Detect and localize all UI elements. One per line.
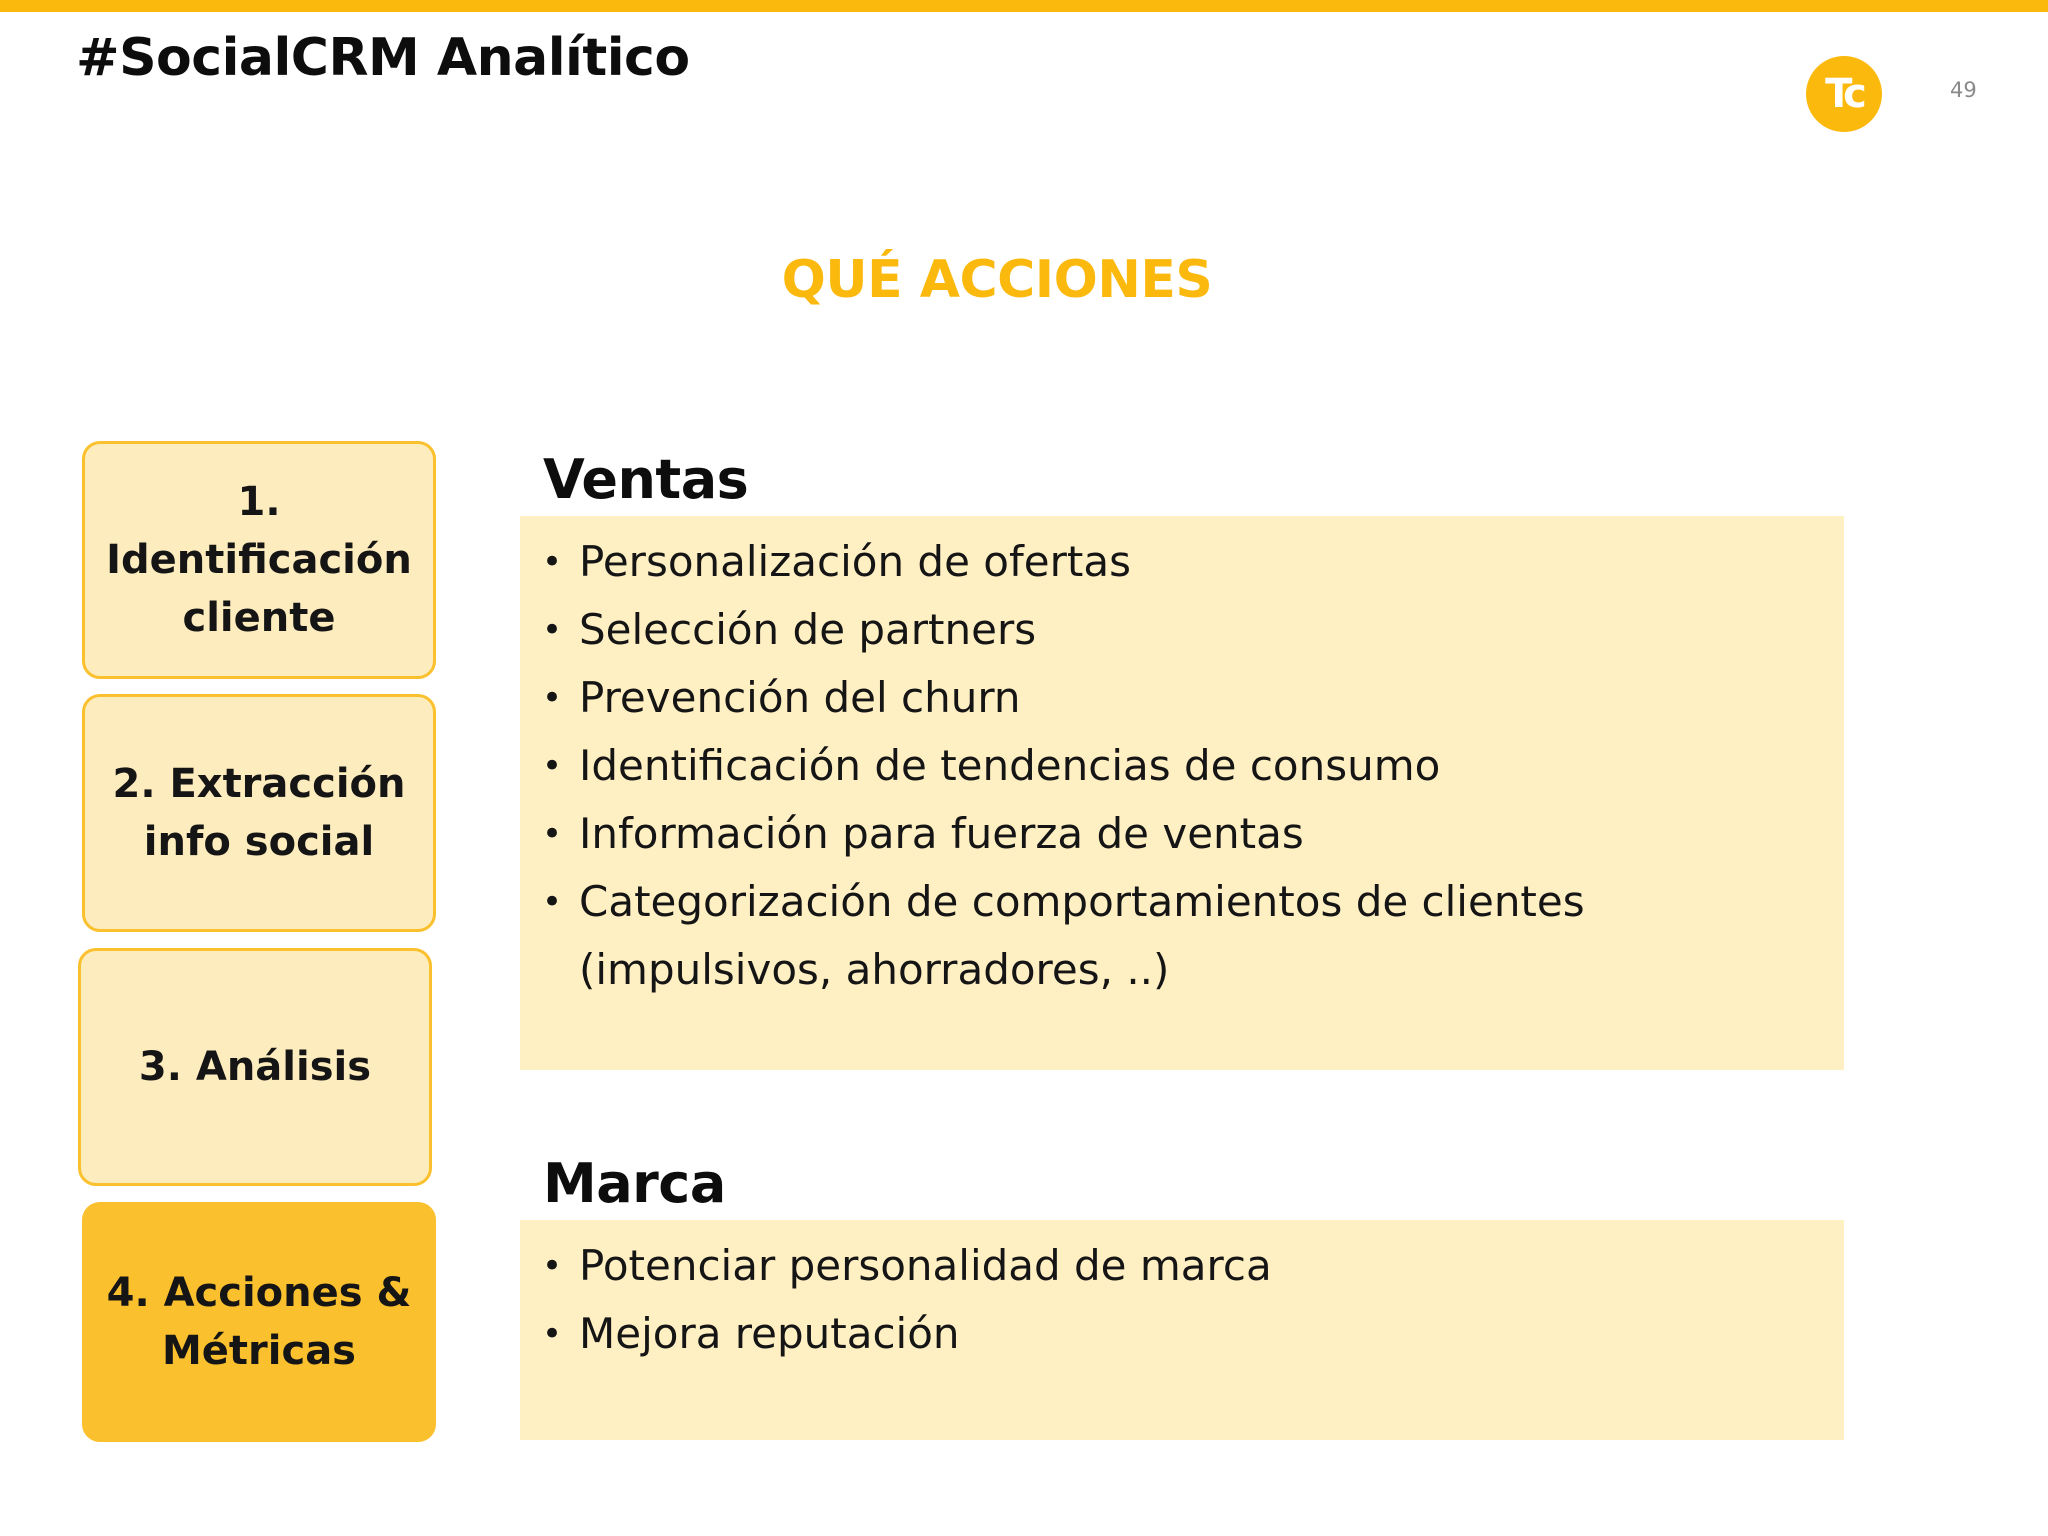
section-heading: QUÉ ACCIONES [781,250,1213,310]
step-label-line1: 1. Identificación [106,479,412,583]
ventas-panel [520,516,1844,1070]
step-label-line2: Métricas [161,1328,356,1374]
top-accent-bar [0,0,2048,12]
step-label-line1: 3. Análisis [138,1044,372,1090]
ventas-list [520,528,1844,1004]
step-3-analisis [78,948,432,1186]
marca-list [520,1232,1844,1368]
list-item: • Información para fuerza de ventas [520,800,1844,868]
page-number: 49 [1950,78,1977,102]
step-1-identificacion-cliente [82,441,436,679]
list-item: • Categorización de comportamientos de clientes (impulsivos, ahorradores, ..) [520,868,1844,1004]
marca-heading: Marca [543,1152,726,1215]
marca-panel [520,1220,1844,1440]
step-2-extraccion-info-social [82,694,436,932]
list-item: • Selección de partners [520,596,1844,664]
tc-logo-icon: Tc [1806,56,1882,132]
step-label-line2: cliente [182,595,336,641]
ventas-heading: Ventas [543,448,749,511]
step-label-line2: info social [143,819,375,865]
step-label-line1: 2. Extracción [112,761,406,807]
list-item: • Prevención del churn [520,664,1844,732]
slide-title: #SocialCRM Analítico [76,28,690,88]
list-item: • Identificación de tendencias de consumo [520,732,1844,800]
step-label-line1: 4. Acciones & [106,1270,412,1316]
step-4-acciones-metricas-active [82,1202,436,1442]
list-item: • Potenciar personalidad de marca [520,1232,1844,1300]
list-item: • Mejora reputación [520,1300,1844,1368]
list-item: • Personalización de ofertas [520,528,1844,596]
